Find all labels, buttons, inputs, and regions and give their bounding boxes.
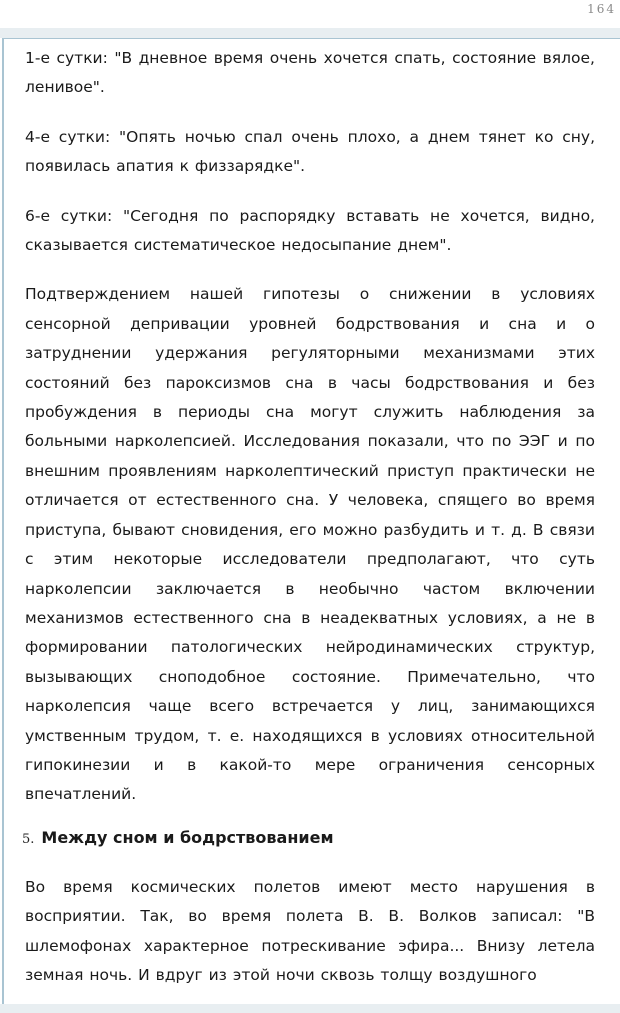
footer-strip [0,1004,620,1013]
section-first-paragraph: Во время космических полетов имеют место нарушения в восприятии. Так, во время полета В. В. Волков записал: "В шлемофонах характерное потрескивание эфира... Внизу летела земная ночь. И вдруг из этой ночи сквозь толщу воздушного [25,878,595,985]
section-heading [22,826,595,852]
page-header-band [0,0,620,30]
page-number: 164 [587,2,616,16]
header-divider [0,28,620,38]
diary-entry-day-6: 6-е сутки: "Сегодня по распорядку вставать не хочется, видно, сказывается систематическое недосыпание днем". [25,206,595,255]
diary-entry-day-1: 1-е сутки: "В дневное время очень хочется спать, состояние вялое, ленивое". [25,49,595,97]
hypothesis-paragraph: Подтверждением нашей гипотезы о снижении в условиях сенсорной депривации уровней бодрствования и сна и о затруднении удержания регуляторными механизмами этих состояний без пароксизмов сна в часы бодрствования и без пробуждения в периоды сна могут служить наблюдения за больными нарколепсией. Исследования показали, что по ЭЭГ и по внешним проявлениям нарколептический приступ практически не отличается от естественного сна. У человека, спящего во время приступа, бывают сновидения, его можно разбудить и т. д. В связи с этим некоторые исследователи предполагают, что суть нарколепсии заключается в необычно частом включении механизмов естественного сна в неадекватных условиях, а не в формировании патологических нейродинамических структур, вызывающих сноподобное состояние. Примечательно, что нарколепсия чаще всего встречается у лиц, занимающихся умственным трудом, т. е. находящихся в условиях относительной гипокинезии и в какой-то мере ограничения сенсорных впечатлений. [25,285,595,804]
section-number: 5. [22,832,35,847]
diary-entry-day-4: 4-е сутки: "Опять ночью спал очень плохо, а днем тянет ко сну, появилась апатия к физзарядке". [25,127,595,176]
document-body [25,44,595,830]
section-title: Между сном и бодрствованием [41,828,334,847]
